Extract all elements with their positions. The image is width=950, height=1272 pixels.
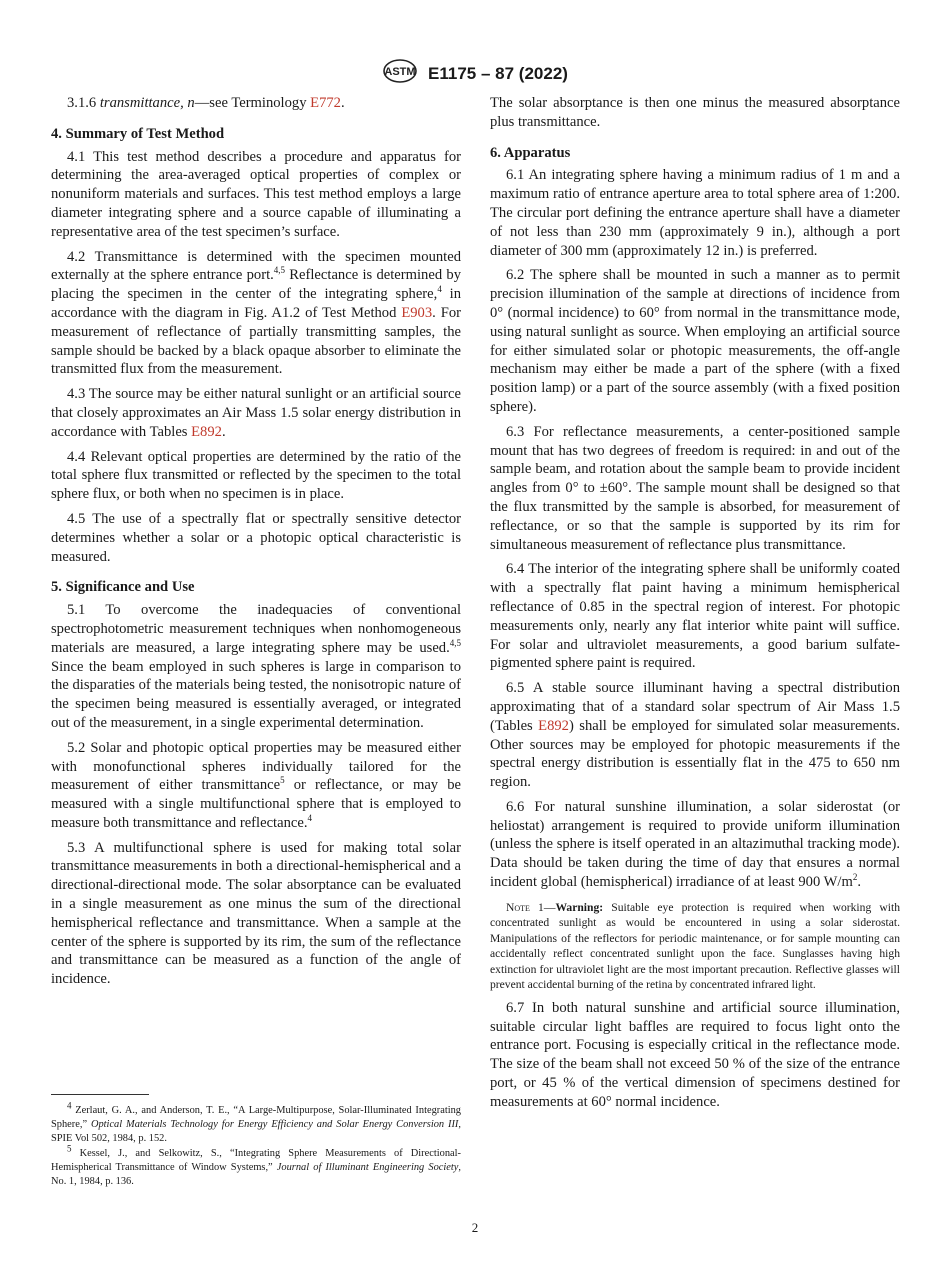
page-header — [0, 58, 950, 84]
paragraph-5-1: 5.1 To overcome the inadequacies of conventional spectrophotometric measurement techniques when nonhomogeneous materials are measured, a large integrating sphere may be used.$^{4,5}$ Since the beam employed in such spheres is large in comparison to the disparaties of the materials being tested, the nonisotropic nature of the specimen being measured is essentially averaged, or integrated out of the measurement, in a single experimental determination. — [51, 602, 461, 731]
page-number: 2 — [471, 1220, 479, 1235]
paragraph-5-2: 5.2 Solar and photopic optical properties may be measured either with monofunctional spheres individually tailored for the measurement of either transmittance$^5$ or reflectance, or may be measured with a single multifunctional sphere that is employed to measure both transmittance and reflectance.$^4$ — [51, 739, 461, 831]
paragraph-4-1: 4.1 This test method describes a procedure and apparatus for determining the area-averaged optical properties of complex or nonuniform materials and surfaces. This test method employs a large diameter integrating sphere and a source capable of illuminating a representative area of the test specimen’s surface. — [51, 148, 461, 240]
paragraph-5-3: 5.3 A multifunctional sphere is used for making total solar transmittance measurements in both a directional-hemispherical and a directional-directional mode. The solar absorptance can be evaluated in a single measurement as one minus the sum of the directional hemispherical reflectance and transmittance. When a sample at the center of the sphere is supported by its rim, the sum of the reflectance and transmittance can be measured as a function of the angle of incidence. — [51, 839, 461, 988]
paragraph-6-5: 6.5 A stable source illuminant having a spectral distribution approximating that of a standard solar spectrum of Air Mass 1.5 (Tables E892) shall be employed for simulated solar measurements. Other sources may be employed for photopic measurements if the spectral energy distribution is essentially flat in the 475 to 650 nm region. — [490, 680, 900, 791]
standard-designation: E1175 – 87 (2022) — [428, 63, 568, 83]
astm-logo-icon — [382, 58, 418, 89]
paragraph-4-2: 4.2 Transmittance is determined with the specimen mounted externally at the sphere entrance port.$^{4,5}$ Reflectance is determined by placing the specimen in the center of the integrating sphere,$^4$ in accordance with the diagram in Fig. A1.2 of Test Method E903. For measurement of reflectance of partially transmitting samples, the sample should be backed by a black opaque absorber to eliminate the transmitted flux from the measurement. — [51, 248, 462, 378]
section-5-heading: 5. Significance and Use — [51, 579, 195, 596]
right-column — [490, 94, 900, 1118]
paragraph-4-4: 4.4 Relevant optical properties are determined by the ratio of the total sphere flux transmitted or reflected by the specimen to the total sphere flux, or both when no specimen is in place. — [51, 448, 461, 503]
footnote-divider — [51, 1094, 149, 1095]
ref-e892-link-2[interactable]: E892 — [538, 717, 569, 734]
paragraph-6-6: 6.6 For natural sunshine illumination, a solar siderostat (or heliostat) arrangement is required to provide uniform illumination (unless the sphere is itself operated in an altazimuthal tracking mode). Data should be taken during the time of day that ensures a normal incident global (hemispherical) irradiance of at least 900 $W/m^2$. — [490, 798, 900, 891]
footnote-4: $^4$ Zerlaut, G. A., and Anderson, T. E., “A Large-Multipurpose, Solar-Illuminated Integrating Sphere,” Optical Materials Technology for Energy Efficiency and Solar Energy Conversion III, SPIE Vol 502, 1984, p. 152. — [51, 1100, 461, 1145]
footnote-5: $^5$ Kessel, J., and Selkowitz, S., “Integrating Sphere Measurements of Directional-Hemispherical Transmittance of Window Systems,” Journal of Illuminant Engineering Society, No. 1, 1984, p. 136. — [51, 1143, 461, 1188]
section-6-heading: 6. Apparatus — [490, 144, 571, 161]
footnotes — [51, 1100, 461, 1189]
paragraph-4-3: 4.3 The source may be either natural sunlight or an artificial source that closely approximates an Air Mass 1.5 solar energy distribution in accordance with Tables E892. — [51, 386, 461, 440]
paragraph-6-2: 6.2 The sphere shall be mounted in such a manner as to permit precision illumination of the sample at directions of incidence from 0° (normal incidence) to 60° from normal in the transmittance mode, using natural sunlight as source. When employing an artificial source for either simulated solar or photopic measurements, the off-angle mechanism may either be made a part of the sphere (with a fixed position lamp) or a part of the source assembly (with a fixed position sphere). — [490, 267, 900, 415]
ref-e892-link[interactable]: E892 — [191, 423, 222, 440]
paragraph-6-7: 6.7 In both natural sunshine and artificial source illumination, suitable circular light baffles are required to focus light onto the entrance port. Focusing is especially critical in the reflectance mode. The size of the beam shall not exceed 50 % of the size of the entrance port, or 45 % of the vertical dimension of specimens destined for measurements at 60° normal incidence. — [490, 999, 900, 1110]
paragraph-4-5: 4.5 The use of a spectrally flat or spectrally sensitive detector determines whether a solar or a photopic optical characteristic is measured. — [51, 510, 461, 565]
paragraph-5-3-continued: The solar absorptance is then one minus the measured absorptance plus transmittance. — [490, 95, 900, 130]
left-column — [51, 94, 461, 995]
paragraph-6-3: 6.3 For reflectance measurements, a center-positioned sample mount that has two degrees of freedom is required: in and out of the sample beam, and rotation about the sample beam to provide incident angles from 0° to ±60°. The sample mount shall be designed so that the flux transmitted by the sample is absorbed, for measurement of reflectance, or so that the sample is supported by its rim for simultaneous measurement of reflectance plus transmittance. — [490, 423, 900, 553]
section-4-heading: 4. Summary of Test Method — [51, 125, 225, 142]
ref-e903-link[interactable]: E903 — [401, 304, 433, 321]
paragraph-6-1: 6.1 An integrating sphere having a minimum radius of 1 m and a maximum ratio of entrance aperture area to total sphere area of 1:200. The circular port defining the entrance aperture shall have a diameter of not less than 230 mm (approximately 9 in.), although a port diameter of 300 mm (approximately 12 in.) is preferred. — [490, 167, 900, 259]
paragraph-3-1-6: 3.1.6 transmittance, n—see Terminology E772. — [67, 95, 345, 111]
note-1-warning: Note 1—Warning: Suitable eye protection is required when working with concentrated sunlight as would be encountered in using a solar siderostat. Manipulations of the reflectors for periodic maintenance, or for sample mounting can accidentally reflect concentrated sunlight upon the face. Sunglasses having high extinction for ultraviolet light are the most important precaution. Reflective glasses will prevent accidental burning of the retina by concentrated infrared light. — [490, 900, 900, 992]
logo-text: ASTM — [384, 66, 416, 78]
term-transmittance: transmittance, n — [99, 95, 195, 111]
ref-e772-link[interactable]: E772 — [310, 95, 341, 111]
paragraph-6-4: 6.4 The interior of the integrating sphere shall be uniformly coated with a spectrally flat paint having a minimum hemispherical reflectance of 0.85 in the spectral region of interest. For photopic measurements only, nearly any flat interior white paint will suffice. For solar and ultraviolet measurements, a good barium sulfate-pigmented sphere paint is required. — [490, 561, 900, 672]
